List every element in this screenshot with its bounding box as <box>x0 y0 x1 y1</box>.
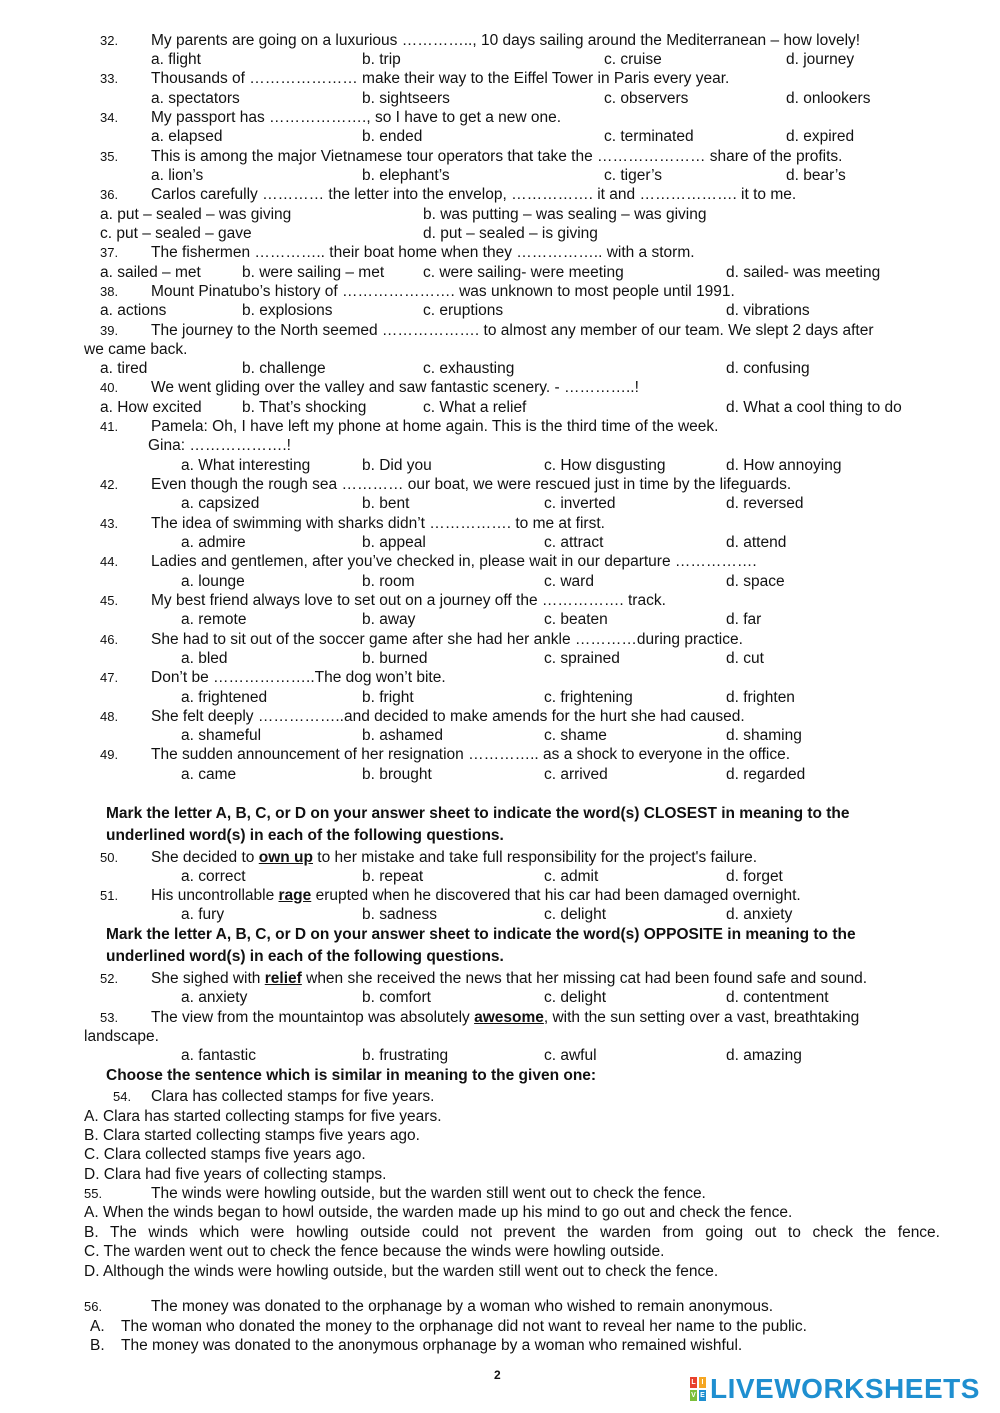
page-number: 2 <box>494 1368 501 1382</box>
options-40 <box>0 398 1000 418</box>
option-56-b <box>0 1336 1000 1356</box>
option-a[interactable]: a. admire <box>181 534 246 551</box>
question-number: 52. <box>100 971 119 986</box>
option-54-b <box>0 1126 1000 1146</box>
options-32 <box>0 50 1000 70</box>
question-44 <box>0 552 1000 572</box>
question-stem: The view from the mountaintop was absolutely awesome, with the sun setting over a vast, breathtaking <box>151 1009 860 1026</box>
question-43 <box>0 514 1000 534</box>
options-33 <box>0 89 1000 109</box>
option-a[interactable]: a. remote <box>181 611 247 628</box>
option-b[interactable]: b. sadness <box>362 906 437 923</box>
options-39 <box>0 359 1000 379</box>
question-number: 42. <box>100 477 119 492</box>
question-39 <box>0 321 1000 341</box>
option-c[interactable]: c. admit <box>544 868 599 885</box>
question-38 <box>0 282 1000 302</box>
question-36 <box>0 185 1000 205</box>
option-a[interactable]: a. fantastic <box>181 1047 256 1064</box>
option-c[interactable]: c. What a relief <box>423 399 527 416</box>
underlined-word: rage <box>278 887 312 904</box>
question-number: 55. <box>84 1186 103 1201</box>
question-35 <box>0 147 1000 167</box>
option-d[interactable]: d. space <box>726 573 785 590</box>
logo-text: LIVEWORKSHEETS <box>710 1373 980 1404</box>
option-b[interactable]: b. away <box>362 611 416 628</box>
question-stem-continued: landscape. <box>84 1028 159 1045</box>
similar-instruction <box>0 1066 1000 1086</box>
option-d[interactable]: d. bear’s <box>786 167 846 184</box>
option-55-b <box>0 1223 1000 1243</box>
question-number: 49. <box>100 747 119 762</box>
question-number: 50. <box>100 850 119 865</box>
question-stem: My passport has ………………., so I have to get a new one. <box>151 109 562 126</box>
option-label: A. <box>90 1318 105 1335</box>
option-c[interactable]: C. Clara collected stamps five years ago. <box>84 1146 366 1163</box>
option-d[interactable]: d. amazing <box>726 1047 802 1064</box>
options-35 <box>0 166 1000 186</box>
question-53 <box>0 1008 1000 1028</box>
question-number: 54. <box>113 1089 132 1104</box>
question-stem: My parents are going on a luxurious ………….., 10 days sailing around the Mediterranean – how lovely! <box>151 32 861 49</box>
option-d[interactable]: d. reversed <box>726 495 804 512</box>
option-a[interactable]: a. anxiety <box>181 989 248 1006</box>
question-stem: She sighed with relief when she received the news that her missing cat had been found safe and sound. <box>151 970 868 987</box>
option-b[interactable]: b. sightseers <box>362 90 450 107</box>
option-d[interactable]: D. Clara had five years of collecting stamps. <box>84 1166 387 1183</box>
question-number: 39. <box>100 323 119 338</box>
question-number: 37. <box>100 245 119 260</box>
option-c[interactable]: c. ward <box>544 573 594 590</box>
option-c[interactable]: c. cruise <box>604 51 662 68</box>
options-50 <box>0 867 1000 887</box>
question-53-cont <box>0 1027 1000 1047</box>
option-c[interactable]: c. delight <box>544 906 607 923</box>
option-d[interactable]: d. confusing <box>726 360 810 377</box>
option-d[interactable]: d. cut <box>726 650 764 667</box>
question-stem: The money was donated to the orphanage by a woman who wished to remain anonymous. <box>151 1298 774 1315</box>
option-b[interactable]: b. elephant’s <box>362 167 450 184</box>
question-number: 41. <box>100 419 119 434</box>
option-d[interactable]: d. attend <box>726 534 787 551</box>
option-b[interactable]: b. trip <box>362 51 401 68</box>
option-c[interactable]: c. terminated <box>604 128 694 145</box>
options-34 <box>0 127 1000 147</box>
opposite-instruction <box>0 925 1000 945</box>
option-a[interactable]: a. correct <box>181 868 246 885</box>
question-number: 33. <box>100 71 119 86</box>
instruction-line: Mark the letter A, B, C, or D on your answer sheet to indicate the word(s) OPPOSITE in meaning to the <box>106 926 856 943</box>
option-b[interactable]: b. appeal <box>362 534 426 551</box>
question-number: 53. <box>100 1010 119 1025</box>
question-stem: My best friend always love to set out on a journey off the ……………. track. <box>151 592 666 609</box>
option-56-a <box>0 1317 1000 1337</box>
option-b[interactable]: b. fright <box>362 689 414 706</box>
option-c[interactable]: c. attract <box>544 534 604 551</box>
question-stem: His uncontrollable rage erupted when he discovered that his car had been damaged overnight. <box>151 887 801 904</box>
option-d[interactable]: d. expired <box>786 128 855 145</box>
question-number: 34. <box>100 110 119 125</box>
option-a[interactable]: a. shameful <box>181 727 262 744</box>
question-stem: This is among the major Vietnamese tour operators that take the ………………… share of the profits. <box>151 148 843 165</box>
options-52 <box>0 988 1000 1008</box>
question-34 <box>0 108 1000 128</box>
options-48 <box>0 726 1000 746</box>
option-c[interactable]: c. How disgusting <box>544 457 666 474</box>
option-d[interactable]: d. sailed- was meeting <box>726 264 881 281</box>
option-c[interactable]: C. The warden went out to check the fence because the winds were howling outside. <box>84 1243 665 1260</box>
options-42 <box>0 494 1000 514</box>
question-stem: Thousands of ………………… make their way to the Eiffel Tower in Paris every year. <box>151 70 730 87</box>
option-b[interactable]: b. That’s shocking <box>242 399 367 416</box>
options-41 <box>0 456 1000 476</box>
question-stem: We went gliding over the valley and saw fantastic scenery. - …………..! <box>151 379 639 396</box>
option-label: B. <box>90 1337 105 1354</box>
question-number: 51. <box>100 888 119 903</box>
question-55 <box>0 1184 1000 1204</box>
option-c[interactable]: c. tiger’s <box>604 167 663 184</box>
question-stem: The idea of swimming with sharks didn’t ……………. to me at first. <box>151 515 605 532</box>
options-37 <box>0 263 1000 283</box>
option-d[interactable]: d. far <box>726 611 762 628</box>
option-a[interactable]: a. bled <box>181 650 228 667</box>
underlined-word: relief <box>264 970 302 987</box>
question-33 <box>0 69 1000 89</box>
question-number: 43. <box>100 516 119 531</box>
option-a[interactable]: a. flight <box>151 51 201 68</box>
option-d[interactable]: d. onlookers <box>786 90 871 107</box>
question-52 <box>0 969 1000 989</box>
instruction-line: Mark the letter A, B, C, or D on your answer sheet to indicate the word(s) CLOSEST in meaning to the <box>106 805 850 822</box>
question-54 <box>0 1087 1000 1107</box>
option-c[interactable]: c. inverted <box>544 495 616 512</box>
options-44 <box>0 572 1000 592</box>
question-stem: The winds were howling outside, but the warden still went out to check the fence. <box>151 1185 706 1202</box>
option-a[interactable]: a. spectators <box>151 90 240 107</box>
question-stem: Pamela: Oh, I have left my phone at home again. This is the third time of the week. <box>151 418 719 435</box>
option-a[interactable]: A. When the winds began to howl outside, the warden made up his mind to go out and check the fence. <box>84 1204 793 1221</box>
question-number: 36. <box>100 187 119 202</box>
question-stem: She had to sit out of the soccer game after she had her ankle …………during practice. <box>151 631 743 648</box>
option-a[interactable]: a. What interesting <box>181 457 311 474</box>
option-c[interactable]: c. arrived <box>544 766 608 783</box>
question-number: 44. <box>100 554 119 569</box>
question-stem: The fishermen ………….. their boat home when they …………….. with a storm. <box>151 244 695 261</box>
option-d[interactable]: d. vibrations <box>726 302 810 319</box>
option-c[interactable]: c. beaten <box>544 611 608 628</box>
question-51 <box>0 886 1000 906</box>
question-stem: She decided to own up to her mistake and take full responsibility for the project's failure. <box>151 849 758 866</box>
option-a[interactable]: a. capsized <box>181 495 260 512</box>
option-b[interactable]: b. ended <box>362 128 423 145</box>
options-36-cd <box>0 224 1000 244</box>
option-d[interactable]: d. shaming <box>726 727 802 744</box>
option-a[interactable]: A. Clara has started collecting stamps for five years. <box>84 1108 442 1125</box>
question-40 <box>0 378 1000 398</box>
question-number: 46. <box>100 632 119 647</box>
option-c[interactable]: c. delight <box>544 989 607 1006</box>
option-b[interactable]: b. repeat <box>362 868 424 885</box>
question-stem: Even though the rough sea ………… our boat, we were rescued just in time by the lifeguards. <box>151 476 792 493</box>
option-a[interactable]: The woman who donated the money to the orphanage did not want to reveal her name to the public. <box>121 1318 807 1335</box>
option-b[interactable]: b. was putting – was sealing – was giving <box>423 206 707 223</box>
instruction-line: Choose the sentence which is similar in meaning to the given one: <box>106 1067 597 1084</box>
question-stem: The sudden announcement of her resignation ………….. as a shock to everyone in the office. <box>151 746 791 763</box>
option-c[interactable]: c. exhausting <box>423 360 515 377</box>
option-55-d <box>0 1262 1000 1282</box>
option-55-a <box>0 1203 1000 1223</box>
option-c[interactable]: c. frightening <box>544 689 633 706</box>
option-a[interactable]: a. frightened <box>181 689 268 706</box>
option-a[interactable]: a. fury <box>181 906 225 923</box>
options-51 <box>0 905 1000 925</box>
question-56 <box>0 1297 1000 1317</box>
options-43 <box>0 533 1000 553</box>
question-41-cont <box>0 436 1000 456</box>
opposite-instruction-cont <box>0 947 1000 967</box>
option-b[interactable]: b. brought <box>362 766 432 783</box>
question-stem: Don’t be ………………..The dog won’t bite. <box>151 669 446 686</box>
question-number: 48. <box>100 709 119 724</box>
option-b[interactable]: b. were sailing – met <box>242 264 385 281</box>
question-number: 38. <box>100 284 119 299</box>
question-48 <box>0 707 1000 727</box>
option-c[interactable]: c. sprained <box>544 650 620 667</box>
option-55-c <box>0 1242 1000 1262</box>
options-47 <box>0 688 1000 708</box>
question-45 <box>0 591 1000 611</box>
option-d[interactable]: d. put – sealed – is giving <box>423 225 598 242</box>
question-number: 35. <box>100 149 119 164</box>
option-d[interactable]: d. frighten <box>726 689 795 706</box>
option-c[interactable]: c. observers <box>604 90 689 107</box>
option-d[interactable]: d. What a cool thing to do <box>726 399 902 416</box>
option-a[interactable]: a. put – sealed – was giving <box>100 206 292 223</box>
option-d[interactable]: d. anxiety <box>726 906 793 923</box>
underlined-word: own up <box>258 849 313 866</box>
option-b[interactable]: b. explosions <box>242 302 333 319</box>
question-number: 40. <box>100 380 119 395</box>
underlined-word: awesome <box>474 1009 544 1026</box>
question-stem: Clara has collected stamps for five years. <box>151 1088 435 1105</box>
liveworksheets-logo <box>690 1373 980 1404</box>
question-stem: Mount Pinatubo’s history of …………………. was unknown to most people until 1991. <box>151 283 735 300</box>
instruction-line: underlined word(s) in each of the following questions. <box>106 948 504 965</box>
question-number: 45. <box>100 593 119 608</box>
instruction-line: underlined word(s) in each of the following questions. <box>106 827 504 844</box>
question-stem: Carlos carefully ………… the letter into the envelop, ……………. it and ………………. it to me. <box>151 186 797 203</box>
option-c[interactable]: c. were sailing- were meeting <box>423 264 624 281</box>
option-d[interactable]: d. regarded <box>726 766 806 783</box>
question-42 <box>0 475 1000 495</box>
option-c[interactable]: c. put – sealed – gave <box>100 225 252 242</box>
option-a[interactable]: a. sailed – met <box>100 264 201 281</box>
option-b[interactable]: b. comfort <box>362 989 431 1006</box>
question-stem: She felt deeply ……………..and decided to make amends for the hurt she had caused. <box>151 708 745 725</box>
options-53 <box>0 1046 1000 1066</box>
option-b[interactable]: b. bent <box>362 495 410 512</box>
option-b[interactable]: B. Clara started collecting stamps five years ago. <box>84 1127 420 1144</box>
question-number: 47. <box>100 670 119 685</box>
logo-mark-icon: L I V E <box>691 1379 705 1399</box>
question-stem-continued: we came back. <box>84 341 188 358</box>
option-c[interactable]: c. eruptions <box>423 302 504 319</box>
options-46 <box>0 649 1000 669</box>
question-32 <box>0 31 1000 51</box>
option-54-a <box>0 1107 1000 1127</box>
option-c[interactable]: c. awful <box>544 1047 597 1064</box>
option-a[interactable]: a. elapsed <box>151 128 223 145</box>
option-d[interactable]: D. Although the winds were howling outside, but the warden still went out to check the fence. <box>84 1263 719 1280</box>
question-41 <box>0 417 1000 437</box>
option-a[interactable]: a. lounge <box>181 573 245 590</box>
question-stem-continued: Gina: ……………….! <box>148 437 291 454</box>
option-b[interactable]: b. burned <box>362 650 428 667</box>
question-37 <box>0 243 1000 263</box>
option-b[interactable]: b. challenge <box>242 360 326 377</box>
options-49 <box>0 765 1000 785</box>
question-47 <box>0 668 1000 688</box>
option-a[interactable]: a. came <box>181 766 237 783</box>
option-d[interactable]: d. journey <box>786 51 855 68</box>
options-45 <box>0 610 1000 630</box>
question-stem: Ladies and gentlemen, after you’ve checked in, please wait in our departure ……………. <box>151 553 757 570</box>
closest-instruction-cont <box>0 826 1000 846</box>
options-36-ab <box>0 205 1000 225</box>
option-54-d <box>0 1165 1000 1185</box>
question-39-cont <box>0 340 1000 360</box>
option-a[interactable]: a. lion’s <box>151 167 204 184</box>
option-d[interactable]: d. forget <box>726 868 783 885</box>
option-54-c <box>0 1145 1000 1165</box>
option-d[interactable]: d. contentment <box>726 989 829 1006</box>
option-c[interactable]: c. shame <box>544 727 607 744</box>
option-b[interactable]: B. The winds which were howling outside could not prevent the warden from going out to check the fence. <box>84 1224 940 1241</box>
option-a[interactable]: a. tired <box>100 360 148 377</box>
option-b[interactable]: b. ashamed <box>362 727 443 744</box>
option-b[interactable]: b. Did you <box>362 457 432 474</box>
options-38 <box>0 301 1000 321</box>
option-b[interactable]: b. frustrating <box>362 1047 449 1064</box>
option-d[interactable]: d. How annoying <box>726 457 842 474</box>
question-50 <box>0 848 1000 868</box>
option-a[interactable]: a. How excited <box>100 399 202 416</box>
closest-instruction <box>0 804 1000 824</box>
question-number: 56. <box>84 1299 103 1314</box>
question-46 <box>0 630 1000 650</box>
question-49 <box>0 745 1000 765</box>
option-b[interactable]: The money was donated to the anonymous orphanage by a woman who remained wishful. <box>121 1337 743 1354</box>
option-a[interactable]: a. actions <box>100 302 167 319</box>
option-b[interactable]: b. room <box>362 573 415 590</box>
question-number: 32. <box>100 33 119 48</box>
question-stem: The journey to the North seemed ………………. to almost any member of our team. We slept 2 days after <box>151 322 874 339</box>
